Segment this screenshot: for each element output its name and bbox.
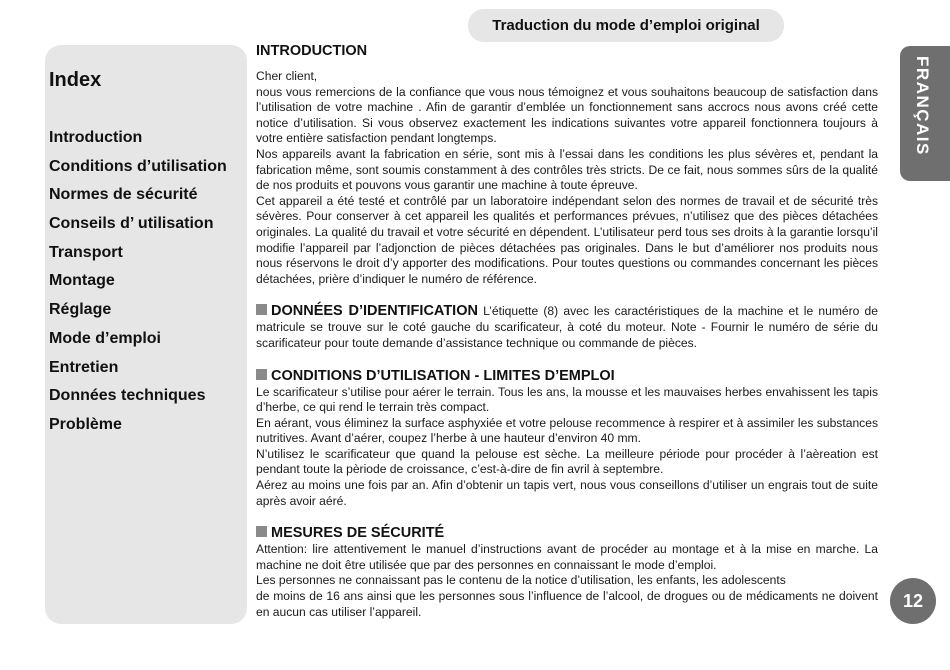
square-bullet-icon — [256, 369, 267, 380]
language-label: FRANÇAIS — [913, 56, 932, 156]
intro-paragraph: Cet appareil a été testé et contrôlé par un laboratoire indépendant selon des normes de travail et de sécurité très sévères. Pour conserver à cet appareil les qualités et performances prévues, n’utilisez que des pièces détachées originales. La qualité du travail et votre sécurité en dépendent. L’utilisateur perd tous ses droits à la garantie lorsqu’il modifie l’appareil par l’adjonction de pièces détachées pas originales. Dans le but d’améliorer nos produits nous nous réservons le droit d’y apporter des modifications. Pour toutes questions ou commandes concernant les pièces détachées, prière d’indiquer le numéro de référence. — [256, 193, 878, 286]
index-item-maintenance[interactable]: Entretien — [49, 358, 119, 376]
index-item-introduction[interactable]: Introduction — [49, 129, 143, 146]
safety-paragraph: de moins de 16 ans ainsi que les personnes sous l’influence de l’alcool, de drogues ou de médicaments ne doivent en aucun cas utiliser l’appareil. — [256, 589, 878, 619]
intro-salutation: Cher client, — [256, 69, 318, 83]
index-item-transport[interactable]: Transport — [49, 243, 123, 261]
main-content — [256, 42, 878, 620]
safety-paragraph: Les personnes ne connaissant pas le contenu de la notice d’utilisation, les enfants, les adolescents — [256, 573, 786, 588]
index-item-assembly[interactable]: Montage — [49, 272, 115, 290]
identification-text: L’étiquette (8) avec les caractéristiques de la machine et le numéro de matricule se trouve sur le coté gauche du scarificateur, à coté du moteur. Note - Fournir le numéro de série du scarificateur pour toute demande d’assistance technique ou commande de pièces. — [256, 304, 878, 350]
conditions-heading: CONDITIONS D’UTILISATION - LIMITES D’EMPLOI — [271, 367, 615, 384]
index-item-adjustment[interactable]: Réglage — [49, 301, 112, 319]
safety-heading-row — [256, 525, 878, 542]
conditions-heading-row — [256, 368, 878, 385]
index-item-conditions[interactable]: Conditions d’utilisation — [49, 157, 227, 175]
conditions-paragraph: Le scarificateur s’utilise pour aérer le terrain. Tous les ans, la mousse et les mauvaises herbes envahissent les tapis d’herbe, ce qui rend le terrain très compact. — [256, 384, 878, 415]
index-item-operating-instructions[interactable]: Mode d’emploi — [49, 329, 161, 347]
language-tab — [900, 46, 950, 181]
conditions-paragraph: En aérant, vous éliminez la surface asphyxiée et votre pelouse recommence à respirer et à assimiler les substances nutritives. Avant d’aérer, coupez l’herbe à une hauteur d’environ 40 mm. — [256, 415, 878, 446]
identification-heading: DONNÉES D’IDENTIFICATION — [271, 303, 478, 320]
page-number-badge — [890, 578, 936, 624]
square-bullet-icon — [256, 526, 267, 537]
index-title: Index — [49, 69, 102, 91]
index-item-troubleshooting[interactable]: Problème — [49, 415, 122, 433]
document-title: Traduction du mode d’emploi original — [492, 17, 760, 34]
square-bullet-icon — [256, 304, 267, 315]
conditions-paragraph: Aérez au moins une fois par an. Afin d’obtenir un tapis vert, nous vous conseillons d’utiliser un engrais tout de suite après avoir aéré. — [256, 478, 878, 508]
intro-paragraph: nous vous remercions de la confiance que vous nous témoignez et vous souhaitons beaucoup de satisfaction dans l’utilisation de votre machine . Afin de garantir d’emblée un fonctionnement sans accrocs nous avons créé cette notice d’utilisation. Si vous observez exactement les indications suivantes votre appareil fonctionnera toujours à votre entière satisfaction pendant longtemps. — [256, 84, 878, 146]
index-item-technical-data[interactable]: Données techniques — [49, 387, 206, 405]
safety-heading: MESURES DE SÉCURITÉ — [271, 525, 445, 542]
document-title-banner — [468, 9, 784, 42]
introduction-heading: INTRODUCTION — [256, 43, 368, 59]
conditions-paragraph: N’utilisez le scarificateur que quand la pelouse est sèche. La meilleure période pour procéder à l’aèreation est pendant toute la pèriode de croissance, c’est-à-dire de fin avril à septembre. — [256, 446, 878, 477]
index-list — [49, 128, 227, 444]
intro-paragraph: Nos appareils avant la fabrication en série, sont mis à l’essai dans les conditions les plus sévères et, pendant la fabrication même, sont soumis constamment à des contrôles très stricts. De ce fait, nous sommes sûrs de la qualité de nos produits et pouvons vous garantir une machine à toute épreuve. — [256, 146, 878, 193]
page-number: 12 — [902, 590, 924, 611]
safety-paragraph: Attention: lire attentivement le manuel d’instructions avant de procéder au montage et à la mise en marche. La machine ne doit être utilisée que par des personnes en connaissant le mode d’emploi. — [256, 542, 878, 572]
index-sidebar — [45, 45, 247, 624]
identification-section — [256, 303, 878, 351]
index-item-usage-tips[interactable]: Conseils d’ utilisation — [49, 215, 214, 233]
index-item-safety-norms[interactable]: Normes de sécurité — [49, 186, 198, 204]
